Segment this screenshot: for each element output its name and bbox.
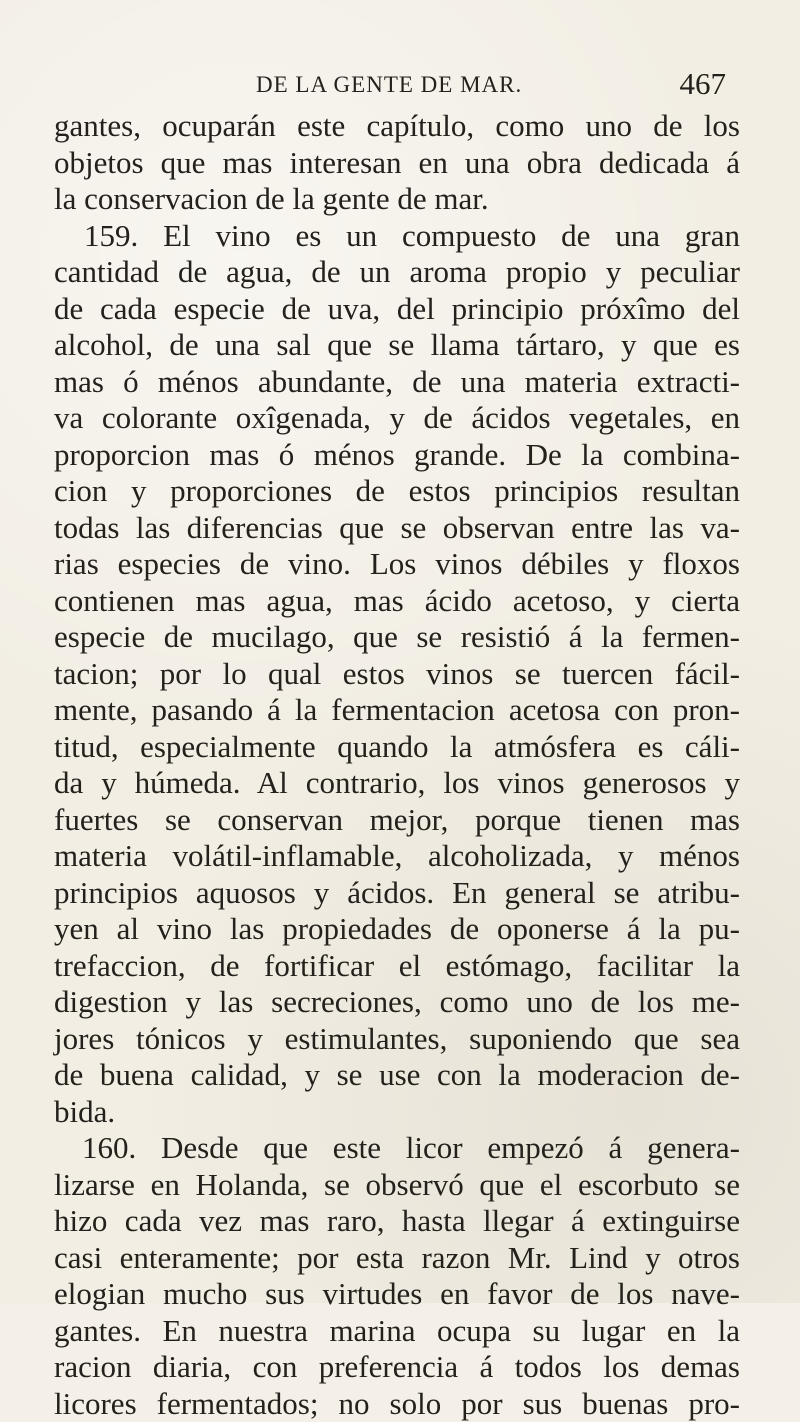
text-line: materia volátil-inflamable, alcoholizada, y ménos (54, 838, 740, 875)
text-line: lizarse en Holanda, se observó que el escorbuto se (54, 1167, 740, 1204)
text-line: casi enteramente; por esta razon Mr. Lind y otros (54, 1240, 740, 1277)
text-line: licores fermentados; no solo por sus buenas pro- (54, 1386, 740, 1422)
text-line: titud, especialmente quando la atmósfera es cáli- (54, 729, 740, 766)
text-line: mas ó ménos abundante, de una materia extracti- (54, 364, 740, 401)
text-line: bida. (54, 1094, 740, 1131)
text-line: la conservacion de la gente de mar. (54, 181, 740, 218)
text-line: rias especies de vino. Los vinos débiles y floxos (54, 546, 740, 583)
text-line: mente, pasando á la fermentacion acetosa con pron- (54, 692, 740, 729)
text-line: contienen mas agua, mas ácido acetoso, y cierta (54, 583, 740, 620)
text-line: elogian mucho sus virtudes en favor de los nave- (54, 1276, 740, 1313)
text-line: racion diaria, con preferencia á todos los demas (54, 1349, 740, 1386)
text-line: objetos que mas interesan en una obra dedicada á (54, 145, 740, 182)
text-line: cion y proporciones de estos principios resultan (54, 473, 740, 510)
text-line: jores tónicos y estimulantes, suponiendo que sea (54, 1021, 740, 1058)
text-line: gantes. En nuestra marina ocupa su lugar en la (54, 1313, 740, 1350)
text-line: gantes, ocuparán este capítulo, como uno de los (54, 108, 740, 145)
text-line: yen al vino las propiedades de oponerse á la pu- (54, 911, 740, 948)
paragraph-start-line: 159. El vino es un compuesto de una gran (54, 218, 740, 255)
text-line: de buena calidad, y se use con la moderacion de- (54, 1057, 740, 1094)
running-header (256, 68, 726, 108)
text-line: da y húmeda. Al contrario, los vinos generosos y (54, 765, 740, 802)
text-line: tacion; por lo qual estos vinos se tuercen fácil- (54, 656, 740, 693)
paragraph-start-line: 160. Desde que este licor empezó á genera- (54, 1130, 740, 1167)
text-line: digestion y las secreciones, como uno de los me- (54, 984, 740, 1021)
text-line: trefaccion, de fortificar el estómago, facilitar la (54, 948, 740, 985)
text-line: especie de mucilago, que se resistió á la fermen- (54, 619, 740, 656)
text-line: cantidad de agua, de un aroma propio y peculiar (54, 254, 740, 291)
text-line: de cada especie de uva, del principio próxîmo del (54, 291, 740, 328)
header-title: DE LA GENTE DE MAR. (256, 72, 522, 98)
text-line: hizo cada vez mas raro, hasta llegar á extinguirse (54, 1203, 740, 1240)
body-text (54, 108, 740, 1422)
page-number: 467 (680, 68, 727, 99)
text-line: fuertes se conservan mejor, porque tienen mas (54, 802, 740, 839)
text-line: alcohol, de una sal que se llama tártaro, y que es (54, 327, 740, 364)
text-line: proporcion mas ó ménos grande. De la combina- (54, 437, 740, 474)
text-line: va colorante oxîgenada, y de ácidos vegetales, en (54, 400, 740, 437)
text-line: principios aquosos y ácidos. En general se atribu- (54, 875, 740, 912)
text-line: todas las diferencias que se observan entre las va- (54, 510, 740, 547)
